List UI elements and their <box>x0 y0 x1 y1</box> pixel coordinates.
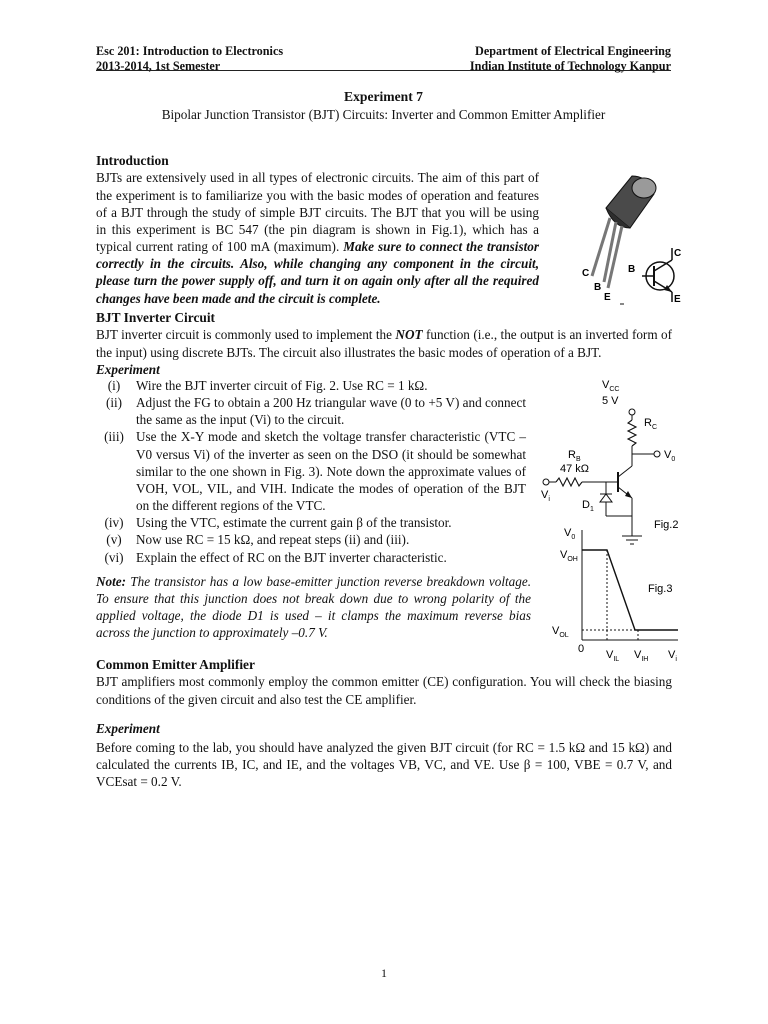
ce-experiment-label: Experiment <box>96 721 160 736</box>
voh-label: $V_{OH}$ <box>560 549 578 563</box>
rb-value: 47 kΩ <box>560 463 590 475</box>
fig3-caption: Fig.3 <box>648 583 673 595</box>
inverter-text-post: function (i.e., the output is an inverted form of the input) using discrete BJTs. The circuit also illustrates the basic modes of operation of a BJT. <box>96 327 672 360</box>
pin-b-label: B <box>594 282 602 293</box>
introduction-body <box>96 169 539 306</box>
introduction-warning: Make sure to connect the transistor correctly in the circuits. Also, while changing any component in the circuit, please turn the power supply off, and turn it on again only after all the required changes have been made and the circuit is complete. <box>96 239 539 306</box>
list-item <box>96 514 526 531</box>
pin-e-label: E <box>604 292 611 303</box>
fig1-transistor-pinout <box>578 172 688 312</box>
rc-label: $R_C$ <box>644 417 658 431</box>
rb-resistor-icon <box>556 478 582 486</box>
fig2-caption: Fig.2 <box>654 519 679 531</box>
experiment-label: Experiment <box>96 361 160 377</box>
vo-axis-label: $V_0$ <box>564 527 576 541</box>
ce-experiment-section <box>96 720 672 791</box>
note-paragraph <box>96 573 531 642</box>
step-number: (iv) <box>104 515 124 531</box>
header-rule <box>96 70 671 71</box>
vcc-label: $V_{CC}$ <box>602 379 620 393</box>
origin-label: 0 <box>578 643 585 655</box>
step-number: (ii) <box>105 395 123 411</box>
list-item <box>96 377 526 394</box>
vo-label: $V_0$ <box>664 449 676 463</box>
department: Department of Electrical Engineering <box>475 44 671 58</box>
step-text: Now use RC = 15 kΩ, and repeat steps (ii) and (iii). <box>136 532 410 548</box>
introduction-heading: Introduction <box>96 153 169 168</box>
experiment-subtitle: Bipolar Junction Transistor (BJT) Circuits: Inverter and Common Emitter Amplifier <box>161 106 606 122</box>
list-item <box>96 549 526 566</box>
ce-heading: Common Emitter Amplifier <box>96 657 255 672</box>
vih-label: $V_{IH}$ <box>634 649 649 663</box>
symbol-b-label: B <box>628 264 636 275</box>
step-number: (i) <box>107 378 121 393</box>
d1-label: $D_1$ <box>582 499 594 513</box>
ce-experiment-body: Before coming to the lab, you should have analyzed the given BJT circuit (for RC = 1.5 kΩ and 15 kΩ) and calculated the currents IB, IC, and IE, and the voltages VB, VC, and VE. Use β = 100, VBE = 0.7 V, and VCEsat = 0.2 V. <box>96 740 672 790</box>
list-item <box>96 531 526 548</box>
header-left <box>96 44 283 73</box>
semester: 2013-2014, 1st Semester <box>96 58 221 73</box>
introduction-text: BJTs are extensively used in all types of electronic circuits. The aim of this part of the experiment is to familiarize you with the basic modes of operation and features of a BJT through the study of simple BJT circuits. The BJT that you will be using in this experiment is BC 547 (the pin diagram is shown in Fig.1), which has a typical current rating of 100 mA (maximum). <box>96 170 539 255</box>
step-number: (v) <box>106 532 122 548</box>
step-text: Using the VTC, estimate the current gain β of the transistor. <box>136 515 452 531</box>
list-item <box>96 428 526 514</box>
inverter-steps <box>96 377 526 566</box>
inverter-section <box>96 309 672 378</box>
course-title: Esc 201: Introduction to Electronics <box>96 44 284 58</box>
symbol-c-label: C <box>674 248 682 259</box>
step-number: (iii) <box>104 429 124 445</box>
symbol-e-label: E <box>674 294 681 305</box>
vol-label: $V_{OL}$ <box>552 625 569 639</box>
note-label: Note: <box>96 574 127 589</box>
list-item <box>96 394 526 428</box>
inverter-heading: BJT Inverter Circuit <box>96 310 216 325</box>
step-text: Wire the BJT inverter circuit of Fig. 2. Use RC = 1 kΩ. <box>136 378 428 393</box>
header-right <box>470 44 671 73</box>
step-text: Explain the effect of RC on the BJT inverter characteristic. <box>136 549 447 565</box>
note-text: The transistor has a low base-emitter junction reverse breakdown voltage. To ensure that this junction does not break down due to wrong polarity of the applied voltage, the diode D1 is used – it clamps the maximum reverse bias across the junction to approximately –0.7 V. <box>96 574 532 641</box>
inverter-text-pre: BJT inverter circuit is commonly used to implement the <box>96 327 396 343</box>
vil-label: $V_{IL}$ <box>606 649 620 663</box>
step-number: (vi) <box>104 549 124 565</box>
inverter-body <box>96 326 672 360</box>
step-text: Adjust the FG to obtain a 200 Hz triangular wave (0 to +5 V) and connect the same as the input (Vi) to the circuit. <box>136 395 526 428</box>
not-keyword: NOT <box>395 327 423 343</box>
vcc-value: 5 V <box>602 395 619 407</box>
diode-d1-icon <box>600 494 612 502</box>
common-emitter-section <box>96 656 672 708</box>
document-title <box>96 88 671 123</box>
npn-symbol-icon <box>642 248 674 302</box>
experiment-title: Experiment 7 <box>344 89 423 104</box>
fig3-vtc-graph <box>550 520 690 666</box>
step-text: Use the X-Y mode and sketch the voltage transfer characteristic (VTC – V0 versus Vi) of the inverter as seen on the DSO (it should be somewhat similar to the one shown in Fig. 3). Note down the approximate values of VOH, VOL, VIL, and VIH. Indicate the modes of operation of the BJT on the different regions of the VTC. <box>136 429 526 514</box>
pin-c-label: C <box>582 268 590 279</box>
rb-label: $R_B$ <box>568 449 581 463</box>
vi-axis-label: $V_i$ <box>668 649 677 663</box>
ce-body: BJT amplifiers most commonly employ the common emitter (CE) configuration. You will check the biasing conditions of the given circuit and also test the CE amplifier. <box>96 674 672 707</box>
institute: Indian Institute of Technology Kanpur <box>469 58 671 73</box>
introduction-section <box>96 152 539 307</box>
page-number: 1 <box>381 966 387 980</box>
rc-resistor-icon <box>628 420 636 446</box>
vi-label: $V_i$ <box>541 489 550 503</box>
